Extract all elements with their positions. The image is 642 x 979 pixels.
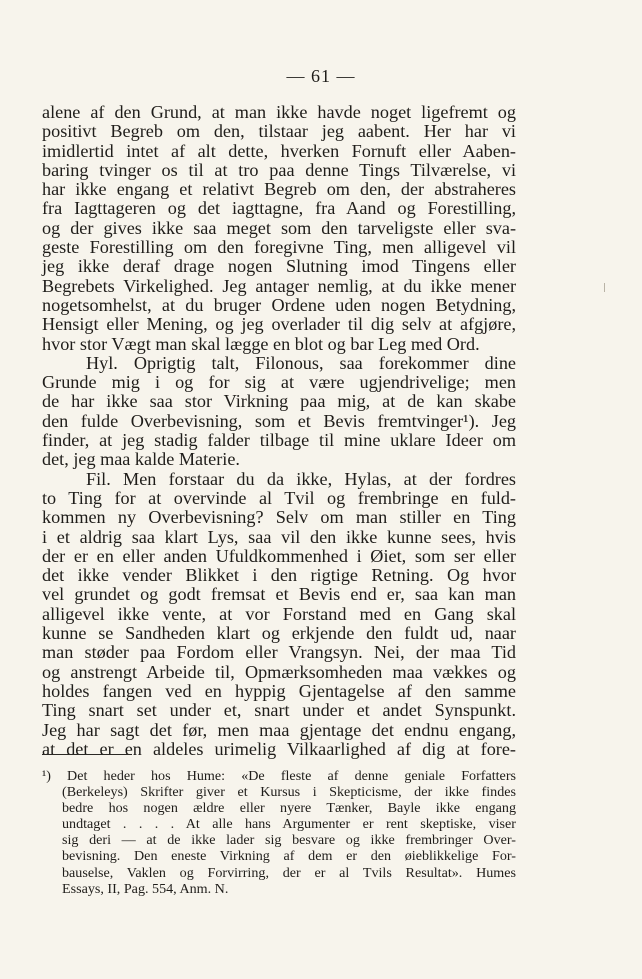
text-line: alene af den Grund, at man ikke havde noget ligefremt og (42, 102, 516, 122)
text-line: det, jeg maa kalde Materie. (42, 449, 240, 470)
text-line: positivt Begreb om den, tilstaar jeg aabent. Her har vi (42, 121, 516, 142)
footnote-separator (42, 754, 132, 755)
footnote-line: bevisning. Den eneste Virkning af dem er den øieblikkelige For- (62, 848, 516, 865)
text-line: og anstrengt Arbeide til, Opmærksomheden maa vækkes og (42, 661, 516, 682)
text-line: geste Forestilling om den foregivne Ting, men alligevel vil (42, 237, 516, 258)
footnote-line: (Berkeleys) Skrifter giver et Kursus i Skepticisme, der ikke findes (62, 784, 516, 801)
text-line: Grunde mig i og for sig at være ugjendrivelige; men (42, 372, 516, 393)
text-line: det ikke vender Blikket i den rigtige Retning. Og hvor (42, 565, 516, 586)
text-line: Ting snart set under et, snart under et andet Synspunkt. (42, 700, 516, 721)
text-line: alligevel ikke vente, at vor Forstand med en Gang skal (42, 603, 516, 624)
page-number: — 61 — (286, 66, 356, 86)
text-line: i et aldrig saa klart Lys, saa vil den ikke kunne sees, hvis (42, 526, 516, 547)
text-line: to Ting for at overvinde al Tvil og frembringe en fuld- (42, 487, 516, 508)
text-line: imidlertid intet af alt dette, hverken Fornuft eller Aaben- (42, 140, 516, 161)
text-line: nogetsomhelst, at du bruger Ordene uden nogen Betydning, (42, 294, 516, 315)
text-line: vel grundet og godt fremsat et Bevis end er, saa kan man (42, 584, 516, 605)
text-line: den fulde Overbevisning, som et Bevis fremtvinger¹). Jeg (42, 410, 516, 431)
footnote-line: undtaget . . . . At alle hans Argumenter er rent skeptiske, viser (62, 816, 516, 833)
text-line: Fil. Men forstaar du da ikke, Hylas, at der fordres (86, 468, 516, 489)
text-line: finder, at jeg stadig falder tilbage til mine uklare Ideer om (42, 430, 516, 451)
text-line: Hyl. Oprigtig talt, Filonous, saa forekommer dine (86, 352, 516, 373)
text-line: de har ikke saa stor Virkning paa mig, at de kan skabe (42, 391, 516, 412)
text-line: kommen ny Overbevisning? Selv om man stiller en Ting (42, 507, 516, 528)
text-line: fra Iagttageren og det iagttagne, fra Aand og Forestilling, (42, 198, 516, 219)
text-line: Begrebets Virkelighed. Jeg antager nemlig, at du ikke mener (42, 275, 516, 296)
margin-mark (604, 283, 605, 292)
text-line: hvor stor Vægt man skal lægge en blot og bar Leg med Ord. (42, 333, 480, 354)
text-line: og der gives ikke saa meget som den tarveligste eller sva- (42, 217, 516, 238)
text-line: Jeg har sagt det før, men maa gjentage det endnu engang, (42, 719, 516, 740)
text-line: holdes fangen ved en hyppig Gjentagelse af den samme (42, 680, 516, 701)
text-line: jeg ikke deraf drage nogen Slutning imod Tingens eller (42, 256, 516, 277)
body-text (42, 103, 516, 759)
text-line: der er en eller anden Ufuldkommenhed i Øiet, som ser eller (42, 545, 516, 566)
footnote-line: ¹) Det heder hos Hume: «De fleste af denne geniale Forfatters (42, 768, 516, 784)
footnote-line: Essays, II, Pag. 554, Anm. N. (62, 880, 229, 897)
text-line: at det er en aldeles urimelig Vilkaarlighed af dig at fore- (42, 738, 516, 759)
footnote-line: sig deri — at de ikke lader sig besvare og ikke frembringer Over- (62, 832, 516, 849)
footnotes (42, 768, 516, 897)
text-line: kunne se Sandheden klart og erkjende den fuldt ud, naar (42, 623, 516, 644)
footnote-line: bauselse, Vaklen og Forvirring, der er al Tvils Resultat». Humes (62, 864, 516, 881)
text-line: har ikke engang et relativt Begreb om den, der abstraheres (42, 179, 516, 200)
text-line: Hensigt eller Mening, og jeg overlader til dig selv at afgjøre, (42, 314, 516, 335)
footnote-line: bedre hos nogen ældre eller nyere Tænker, Bayle ikke engang (62, 800, 516, 817)
text-line: baring tvinger os til at tro paa denne Tings Tilværelse, vi (42, 159, 516, 180)
text-line: man støder paa Fordom eller Vrangsyn. Nei, der maa Tid (42, 642, 516, 663)
